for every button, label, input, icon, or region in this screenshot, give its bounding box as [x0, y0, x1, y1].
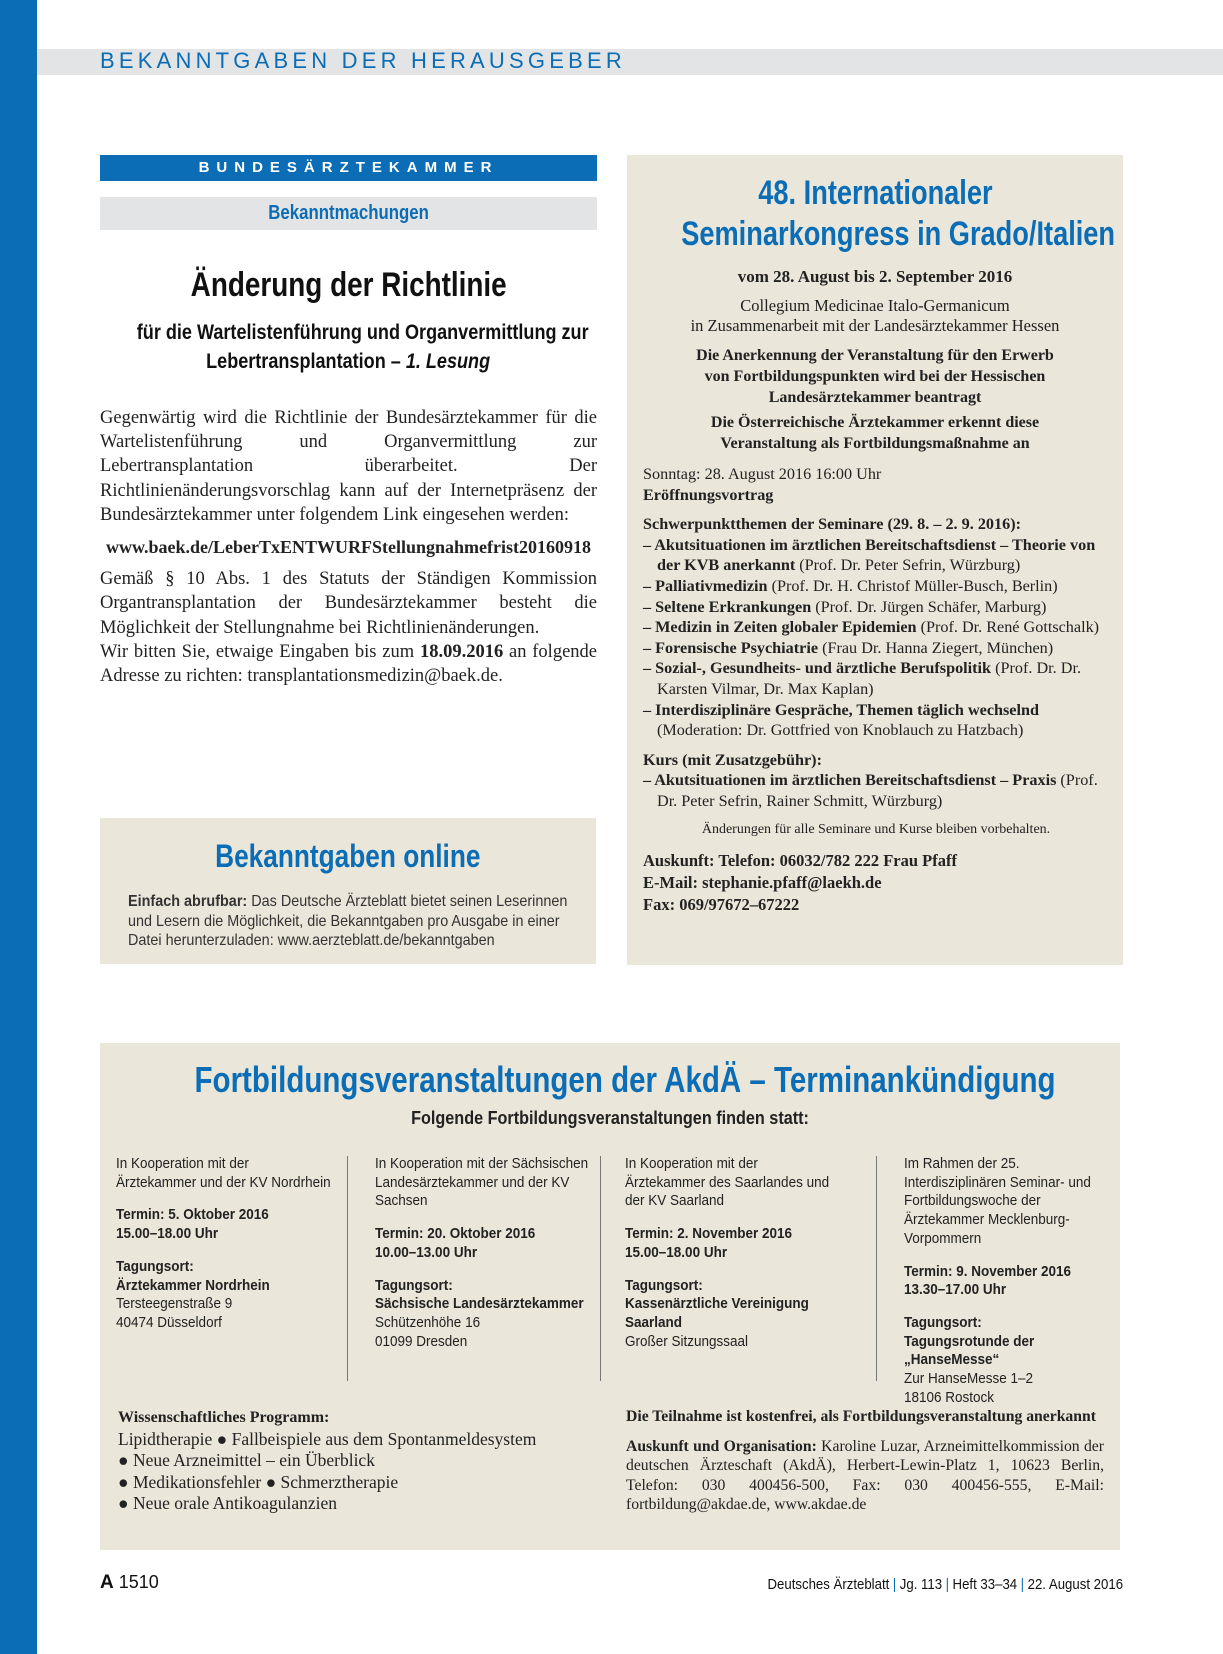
- grado-title: 48. Internationaler Seminarkongress in Grado/Italien: [681, 174, 1116, 253]
- online-title: Bekanntgaben online: [215, 838, 481, 874]
- topic-item: – Palliativmedizin (Prof. Dr. H. Christof Müller-Busch, Berlin): [643, 576, 1058, 595]
- grado-congress-box: [627, 155, 1123, 965]
- event-termin: Termin: 5. Oktober 2016: [116, 1206, 269, 1224]
- event-termin: Termin: 2. November 2016: [625, 1225, 793, 1243]
- grado-program: [643, 464, 1109, 916]
- event-venue-label: Tagungsort:: [625, 1276, 703, 1294]
- grado-collegium: Collegium Medicinae Italo-Germanicum in Zusammenarbeit mit der Landesärztekammer Hessen: [690, 296, 1060, 335]
- akda-subtitle: Folgende Fortbildungsveranstaltungen finden statt:: [411, 1108, 809, 1128]
- akda-box: [100, 1043, 1120, 1550]
- topic-item: – Sozial-, Gesundheits- und ärztliche Berufspolitik (Prof. Dr. Dr. Karsten Vilmar, Dr. Max Kaplan): [643, 659, 1081, 698]
- article-subtitle-line2: Lebertransplantation –: [206, 350, 407, 373]
- topic-item: – Seltene Erkrankungen (Prof. Dr. Jürgen Schäfer, Marburg): [643, 597, 1047, 616]
- article-subtitle-reading: 1. Lesung: [406, 350, 491, 373]
- topic-item: – Akutsituationen im ärztlichen Bereitschaftsdienst – Theorie von der KVB anerkannt (Prof. Dr. Peter Sefrin, Würzburg): [643, 535, 1096, 575]
- program-line: ● Medikationsfehler ● Schmerztherapie: [118, 1471, 399, 1492]
- grado-note: Änderungen für alle Seminare und Kurse bleiben vorbehalten.: [701, 821, 1051, 837]
- event-time: 13.30–17.00 Uhr: [904, 1281, 1007, 1299]
- event-venue-label: Tagungsort:: [904, 1313, 982, 1331]
- event-address: Schützenhöhe 16: [375, 1313, 481, 1331]
- grado-dates: vom 28. August bis 2. September 2016: [737, 267, 1013, 286]
- journal-info: Deutsches Ärzteblatt | Jg. 113 | Heft 33–34 | 22. August 2016: [767, 1576, 1123, 1593]
- event-column: [375, 1155, 589, 1351]
- topics-heading: Schwerpunktthemen der Seminare (29. 8. – 2. 9. 2016):: [643, 515, 1021, 534]
- article-paragraph-3: Wir bitten Sie, etwaige Eingaben bis zum 18.09.2016 an folgende Adresse zu richten: transplantationsmedizin@baek.de.: [100, 641, 597, 687]
- topic-item: – Interdisziplinäre Gespräche, Themen täglich wechselnd (Moderation: Dr. Gottfried von Knoblauch zu Hatzbach): [643, 700, 1039, 740]
- scientific-program: [118, 1407, 598, 1515]
- contact-email[interactable]: E-Mail: stephanie.pfaff@laekh.de: [643, 873, 882, 893]
- category-label: Bekanntmachungen: [268, 202, 429, 224]
- journal-issue: Heft 33–34: [952, 1576, 1018, 1593]
- deadline-date: 18.09.2016: [419, 641, 504, 662]
- page-number: A 1510: [100, 1572, 159, 1593]
- event-intro: In Kooperation mit der Sächsischen Landesärztekammer und der KV Sachsen: [375, 1155, 589, 1210]
- akda-title: Fortbildungsveranstaltungen der AkdÄ – Terminankündigung: [194, 1059, 1056, 1100]
- opening-label: Eröffnungsvortrag: [643, 485, 774, 504]
- event-venue-label: Tagungsort:: [375, 1276, 453, 1294]
- event-venue: Ärztekammer Nordrhein: [116, 1276, 270, 1294]
- opening-date: Sonntag: 28. August 2016 16:00 Uhr: [643, 465, 882, 483]
- course-item: – Akutsituationen im ärztlichen Bereitschaftsdienst – Praxis (Prof. Dr. Peter Sefrin, Rainer Schmitt, Würzburg): [643, 771, 1098, 810]
- event-time: 15.00–18.00 Uhr: [116, 1225, 219, 1243]
- event-intro: In Kooperation mit der Ärztekammer und der KV Nordrhein: [116, 1155, 331, 1191]
- section-header: BEKANNTGABEN DER HERAUSGEBER: [100, 48, 626, 73]
- event-column: [116, 1155, 331, 1333]
- org-banner: BUNDESÄRZTEKAMMER: [100, 155, 597, 181]
- event-time: 10.00–13.00 Uhr: [375, 1243, 478, 1261]
- event-venue: Sächsische Landesärztekammer: [375, 1295, 584, 1313]
- event-column: [625, 1155, 840, 1351]
- event-address: 18106 Rostock: [904, 1388, 995, 1406]
- event-column: [904, 1155, 1109, 1407]
- event-time: 15.00–18.00 Uhr: [625, 1243, 728, 1261]
- participation-info: [626, 1407, 1104, 1515]
- event-termin: Termin: 9. November 2016: [904, 1262, 1072, 1280]
- topic-item: – Medizin in Zeiten globaler Epidemien (Prof. Dr. René Gottschalk): [643, 618, 1100, 637]
- article-paragraph-2: Gemäß § 10 Abs. 1 des Statuts der Ständigen Kommission Organtransplantation der Bundesärztekammer besteht die Möglichkeit der Stellungnahme bei Richtlinienänderungen.: [100, 569, 597, 638]
- journal-volume: Jg. 113: [899, 1576, 943, 1593]
- left-accent-bar: [0, 0, 37, 1654]
- article-subtitle-line1: für die Wartelistenführung und Organvermittlung zur: [136, 321, 589, 344]
- event-address: Großer Sitzungssaal: [625, 1332, 749, 1350]
- article-title: [100, 266, 597, 305]
- event-intro: Im Rahmen der 25. Interdisziplinären Seminar- und Fortbildungswoche der Ärztekammer Mecklenburg-Vorpommern: [904, 1155, 1091, 1247]
- article-title-text: Änderung der Richtlinie: [190, 266, 507, 304]
- program-heading: Wissenschaftliches Programm:: [118, 1409, 330, 1426]
- column-divider: [600, 1156, 601, 1381]
- online-text: Einfach abrufbar: Das Deutsche Ärzteblatt bietet seinen Leserinnen und Lesern die Möglichkeit, die Bekanntgaben pro Ausgabe in einer Datei herunterzuladen: www.aerzteblatt.de/bekanntgaben: [128, 893, 568, 949]
- contact-fax: Fax: 069/97672–67222: [643, 895, 800, 915]
- contact-phone: Auskunft: Telefon: 06032/782 222 Frau Pfaff: [643, 851, 957, 871]
- article-link[interactable]: www.baek.de/LeberTxENTWURFStellungnahmefrist20160918: [105, 537, 591, 558]
- event-venue: Kassenärztliche Vereinigung Saarland: [625, 1295, 809, 1331]
- event-address: 40474 Düsseldorf: [116, 1313, 222, 1331]
- event-address: 01099 Dresden: [375, 1332, 468, 1350]
- program-line: Lipidtherapie ● Fallbeispiele aus dem Spontanmeldesystem: [118, 1428, 537, 1449]
- event-venue: Tagungsrotunde der „HanseMesse“: [904, 1332, 1035, 1369]
- online-lead: Einfach abrufbar:: [128, 893, 248, 910]
- grado-accreditation: Die Anerkennung der Veranstaltung für den Erwerb von Fortbildungspunkten wird bei der Hessischen Landesärztekammer beantragt: [696, 347, 1054, 406]
- grado-austria-note: Die Österreichische Ärztekammer erkennt diese Veranstaltung als Fortbildungsmaßnahme an: [710, 414, 1040, 452]
- event-address: Zur HanseMesse 1–2: [904, 1370, 1034, 1388]
- program-line: ● Neue orale Antikoagulanzien: [118, 1493, 338, 1513]
- column-divider: [876, 1156, 877, 1381]
- column-divider: [347, 1156, 348, 1381]
- program-line: ● Neue Arzneimittel – ein Überblick: [118, 1450, 375, 1470]
- event-termin: Termin: 20. Oktober 2016: [375, 1225, 536, 1243]
- event-venue-label: Tagungsort:: [116, 1257, 194, 1275]
- category-banner: [100, 197, 597, 230]
- event-intro: In Kooperation mit der Ärztekammer des Saarlandes und der KV Saarland: [625, 1155, 830, 1210]
- free-note: Die Teilnahme ist kostenfrei, als Fortbildungsveranstaltung anerkannt: [626, 1408, 1096, 1425]
- course-heading: Kurs (mit Zusatzgebühr):: [643, 750, 822, 769]
- organisation-info: Auskunft und Organisation: Karoline Luzar, Arzneimittelkommission der deutschen Ärzteschaft (AkdÄ), Herbert-Lewin-Platz 1, 10623 Berlin, Telefon: 030 400456-500, Fax: 030 400456-555, E-Mail: fortbildung@akdae.de, www.akdae.de: [626, 1437, 1104, 1513]
- journal-date: 22. August 2016: [1027, 1576, 1123, 1593]
- article-paragraph-1: Gegenwärtig wird die Richtlinie der Bundesärztekammer für die Wartelistenführung und Organvermittlung zur Lebertransplantation überarbeitet. Der Richtlinienänderungsvorschlag kann auf der Internetpräsenz der Bundesärztekammer unter folgendem Link eingesehen werden:: [100, 408, 597, 525]
- topic-item: – Forensische Psychiatrie (Frau Dr. Hanna Ziegert, München): [643, 638, 1054, 657]
- article-subtitle: [100, 318, 597, 376]
- article-body: [100, 406, 597, 688]
- journal-name: Deutsches Ärzteblatt: [767, 1576, 890, 1593]
- online-notice-box: [100, 818, 596, 964]
- event-address: Tersteegenstraße 9: [116, 1295, 233, 1313]
